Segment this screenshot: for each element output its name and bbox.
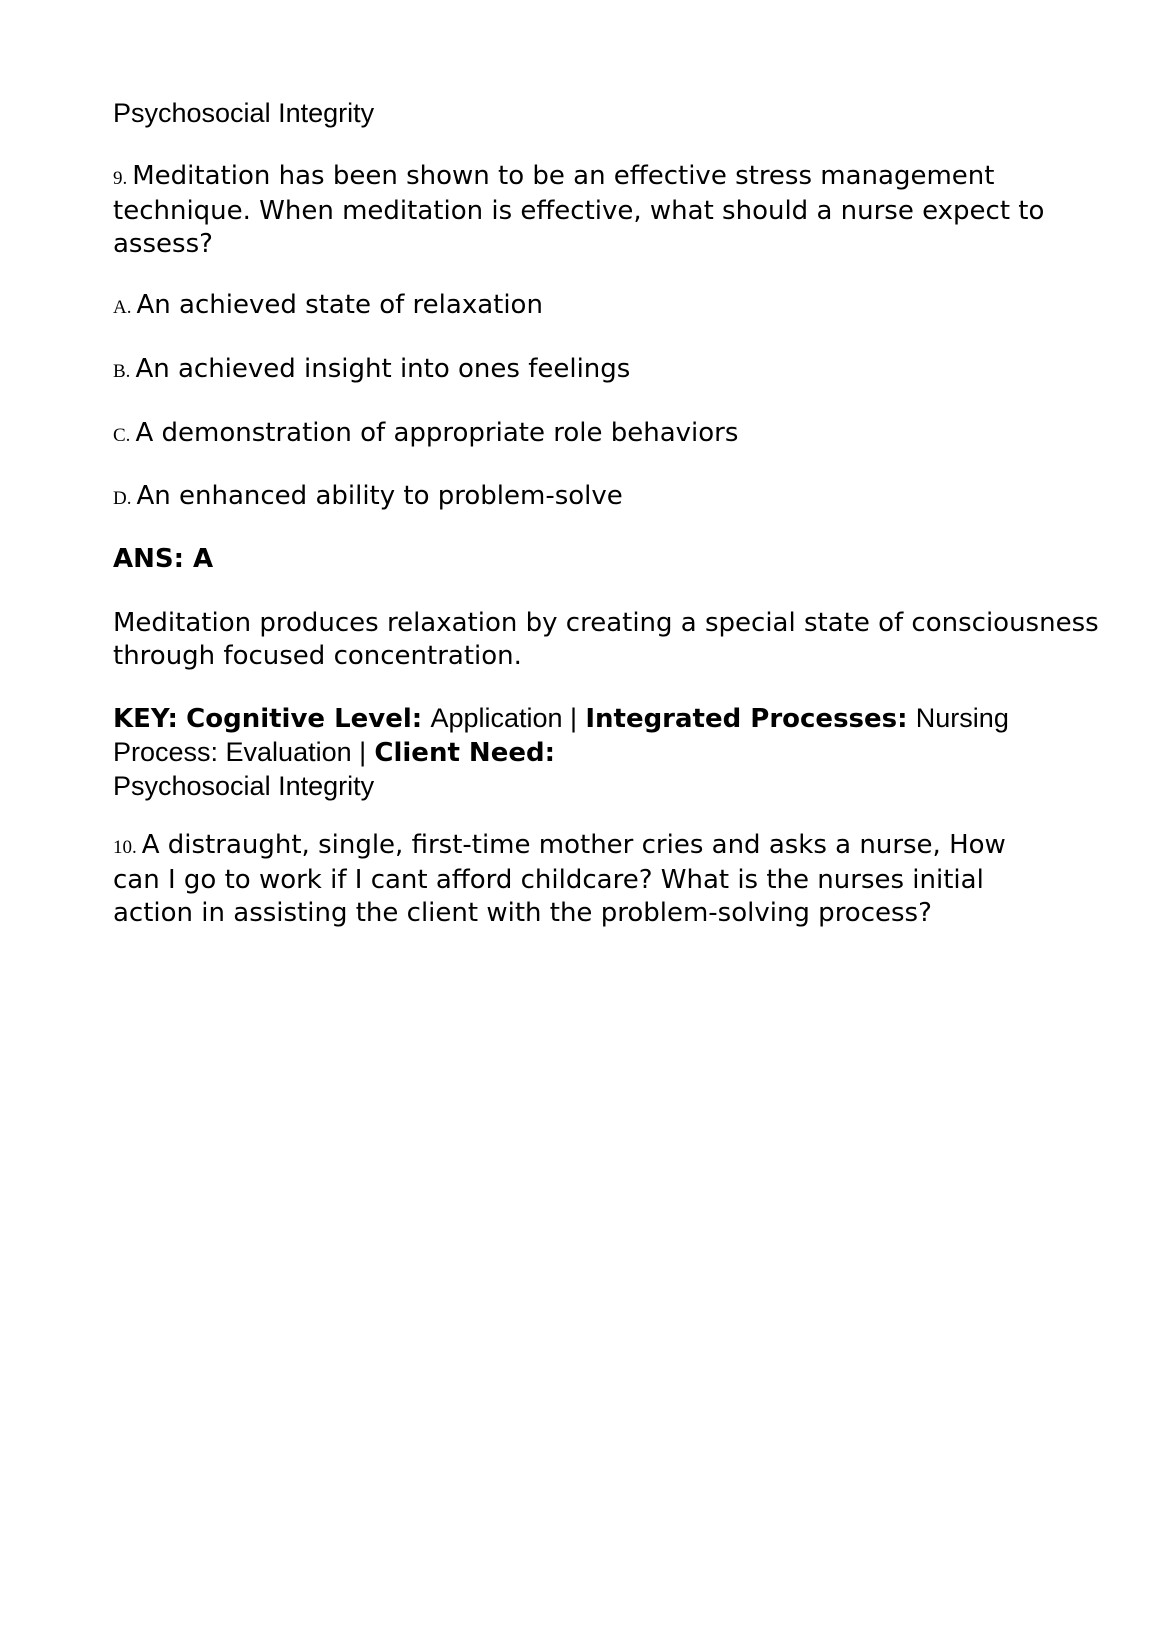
- option-c-text: A demonstration of appropriate role behaviors: [135, 418, 739, 448]
- option-c-letter: C.: [113, 425, 131, 446]
- client-need-label: Client Need:: [374, 738, 555, 768]
- option-a: [113, 289, 1053, 324]
- integrated-processes-value-cont: Process: Evaluation |: [113, 737, 367, 767]
- option-b: [113, 353, 1053, 388]
- option-d-letter: D.: [113, 488, 132, 509]
- question-9-stem: [113, 160, 1053, 261]
- option-b-text: An achieved insight into ones feelings: [135, 354, 631, 384]
- key-line-2: [113, 736, 1053, 770]
- question-9-line-2: technique. When meditation is effective, what should a nurse expect to: [113, 196, 1045, 226]
- cognitive-level-value: Application |: [430, 703, 578, 733]
- cognitive-level-label: Cognitive Level:: [186, 704, 423, 734]
- rationale-line-2: through focused concentration.: [113, 641, 522, 671]
- option-d: [113, 480, 1053, 515]
- question-9-line-3: assess?: [113, 229, 213, 259]
- client-need-value: Psychosocial Integrity: [113, 771, 375, 801]
- question-10-line-1: 10. A distraught, single, first-time mother cries and asks a nurse, How: [113, 830, 1006, 860]
- question-9-line-1: 9. Meditation has been shown to be an effective stress management: [113, 161, 995, 191]
- question-10-line-3: action in assisting the client with the problem-solving process?: [113, 898, 932, 928]
- option-b-letter: B.: [113, 361, 131, 382]
- option-d-text: An enhanced ability to problem-solve: [136, 481, 623, 511]
- rationale-line-1: Meditation produces relaxation by creating a special state of consciousness: [113, 608, 1099, 638]
- option-c: [113, 417, 1053, 452]
- header-client-need: [113, 97, 1053, 130]
- rationale: [113, 607, 1099, 673]
- option-a-text: An achieved state of relaxation: [136, 290, 543, 320]
- integrated-processes-label: Integrated Processes:: [585, 704, 908, 734]
- header-text: Psychosocial Integrity: [113, 98, 375, 128]
- key-line-1: [113, 702, 1053, 736]
- key-label: KEY:: [113, 704, 178, 734]
- question-9-number: 9.: [113, 168, 128, 189]
- integrated-processes-value: Nursing: [915, 703, 1009, 733]
- key-block: [113, 702, 1053, 803]
- question-10-stem: [113, 829, 1053, 930]
- option-a-letter: A.: [113, 297, 132, 318]
- question-10-number: 10.: [113, 837, 137, 858]
- answer-label: ANS: A: [113, 544, 214, 574]
- question-10-line-2: can I go to work if I cant afford childcare? What is the nurses initial: [113, 865, 984, 895]
